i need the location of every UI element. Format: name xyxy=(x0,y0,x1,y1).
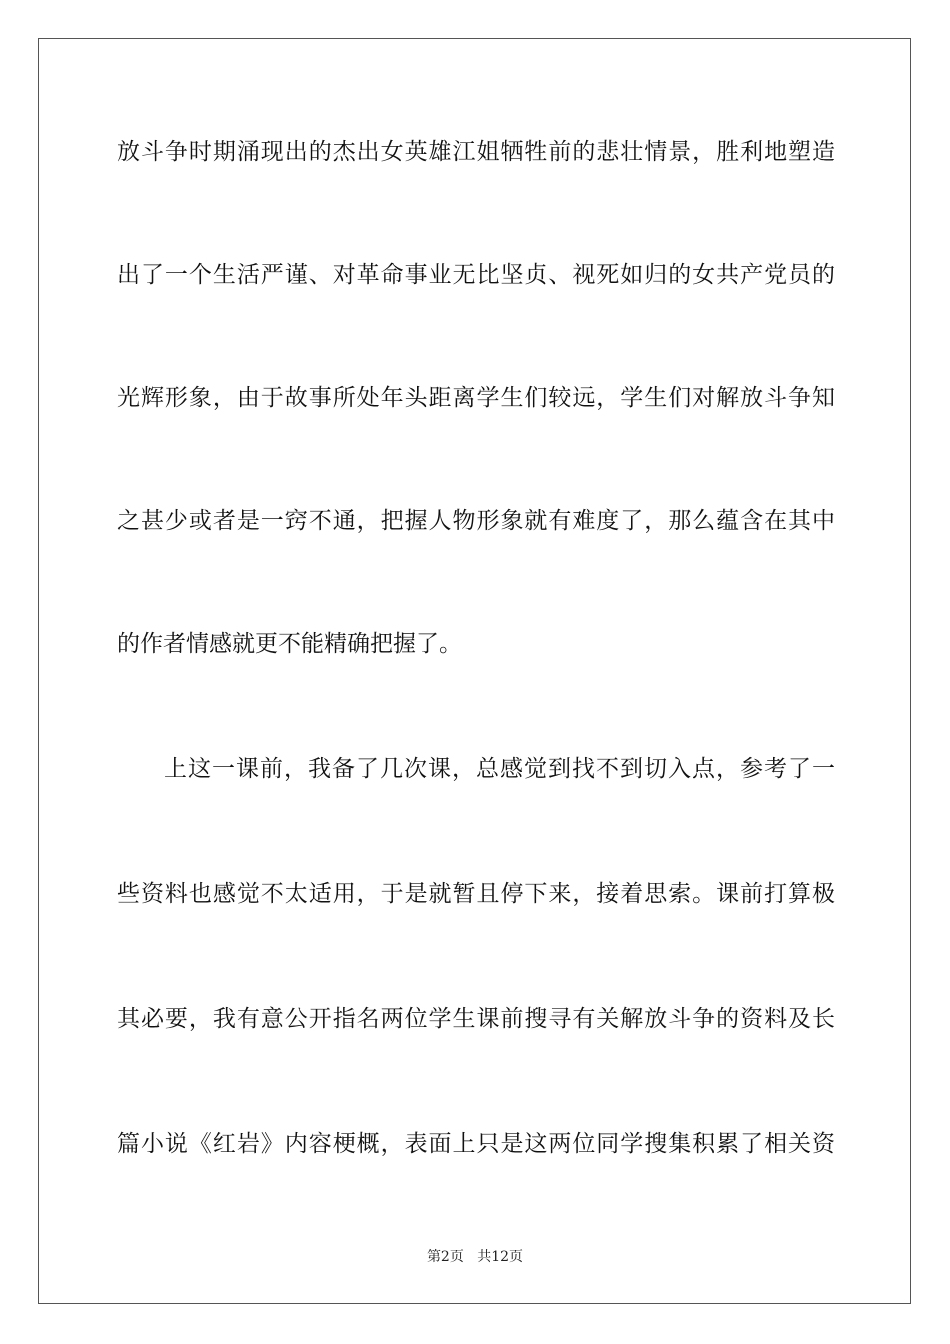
text-line-5: 的作者情感就更不能精确把握了。 xyxy=(117,631,462,657)
text-line-6: 上这一课前，我备了几次课，总感觉到找不到切入点，参考了一 xyxy=(164,756,835,782)
page-footer xyxy=(0,1246,950,1266)
text-line-8: 其必要，我有意公开指名两位学生课前搜寻有关解放斗争的资料及长 xyxy=(117,1006,835,1032)
text-line-9: 篇小说《红岩》内容梗概，表面上只是这两位同学搜集积累了相关资 xyxy=(117,1131,835,1157)
text-line-4: 之甚少或者是一窍不通，把握人物形象就有难度了，那么蕴含在其中 xyxy=(117,508,835,534)
text-line-2: 出了一个生活严谨、对革命事业无比坚贞、视死如归的女共产党员的 xyxy=(117,262,835,288)
text-line-1: 放斗争时期涌现出的杰出女英雄江姐牺牲前的悲壮情景，胜利地塑造 xyxy=(117,139,835,165)
page-border xyxy=(38,38,911,1304)
page-number: 第2页 xyxy=(426,1249,464,1265)
text-line-7: 些资料也感觉不太适用，于是就暂且停下来，接着思索。课前打算极 xyxy=(117,881,835,907)
text-line-3: 光辉形象，由于故事所处年头距离学生们较远，学生们对解放斗争知 xyxy=(117,385,835,411)
page-total: 共12页 xyxy=(477,1249,524,1265)
